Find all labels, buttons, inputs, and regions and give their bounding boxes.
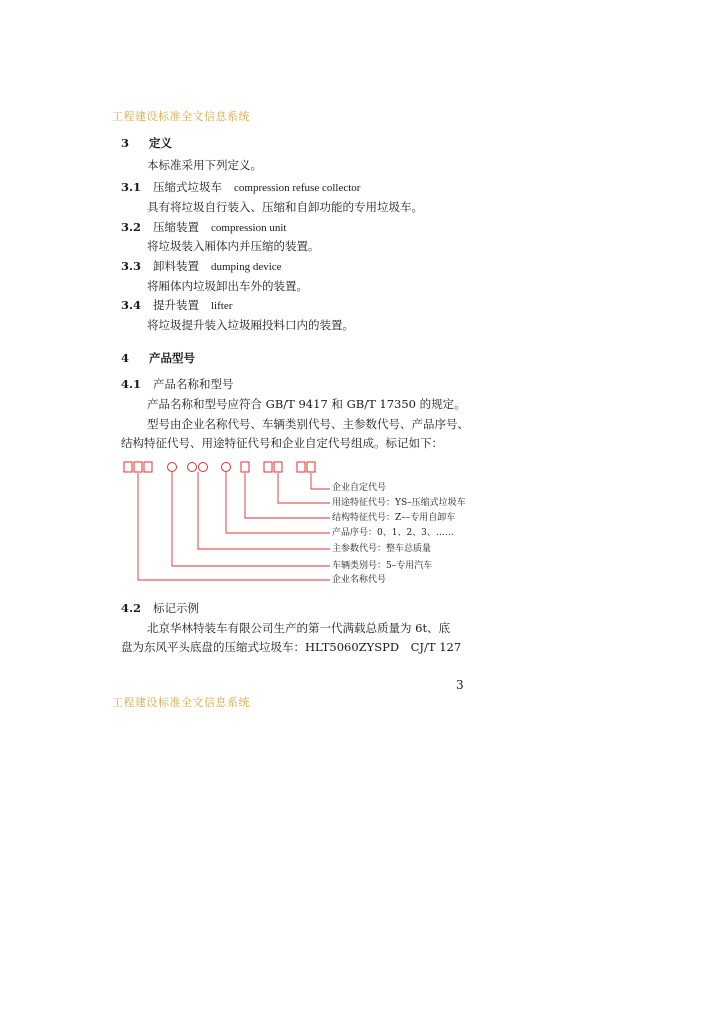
code-circle-2 — [188, 463, 197, 472]
watermark-bottom: 工程建设标准全文信息系统 — [112, 696, 250, 709]
leader-line-1 — [311, 473, 330, 489]
leader-line-6 — [172, 472, 330, 566]
subsection-4-1-title: 产品名称和型号 — [153, 377, 234, 391]
diagram-label-7: 企业名称代号 — [332, 575, 387, 585]
subsection-4-1-number: 4.1 — [121, 377, 142, 391]
code-box-4 — [241, 462, 249, 472]
term-3-4-definition: 将垃圾提升装入垃圾厢投料口内的装置。 — [147, 318, 354, 332]
diagram-label-4: 产品序号：0、1、2、3、…… — [332, 528, 454, 538]
subsection-4-2-line2: 盘为东风平头底盘的压缩式垃圾车：HLT5060ZYSPD CJ/T 127 — [121, 640, 462, 654]
term-3-2-number: 3.2 — [121, 220, 142, 234]
term-3-3-definition: 将厢体内垃圾卸出车外的装置。 — [147, 279, 308, 293]
subsection-4-1-para1: 产品名称和型号应符合 GB/T 9417 和 GB/T 17350 的规定。 — [147, 397, 466, 411]
term-3-2-english: compression unit — [211, 222, 287, 234]
section-3-intro: 本标准采用下列定义。 — [147, 158, 262, 172]
code-box-8 — [307, 462, 315, 472]
code-box-2 — [134, 462, 142, 472]
subsection-4-1-para2-line1: 型号由企业名称代号、车辆类别代号、主参数代号、产品序号、 — [147, 417, 469, 431]
leader-line-2 — [278, 473, 330, 503]
term-3-1-term: 压缩式垃圾车 — [153, 180, 222, 194]
code-box-7 — [297, 462, 305, 472]
term-3-1-english: compression refuse collector — [234, 182, 361, 194]
term-3-3-number: 3.3 — [121, 259, 142, 273]
code-circle-4 — [222, 463, 231, 472]
code-box-1 — [124, 462, 132, 472]
leader-line-5 — [198, 472, 330, 549]
leader-line-3 — [245, 473, 330, 518]
term-3-3-term: 卸料装置 — [153, 259, 199, 273]
code-circle-1 — [168, 463, 177, 472]
code-box-3 — [144, 462, 152, 472]
section-3-title: 定义 — [149, 136, 172, 150]
subsection-4-2-line1: 北京华林特装车有限公司生产的第一代满载总质量为 6t、底 — [147, 621, 451, 635]
term-3-1-definition: 具有将垃圾自行装入、压缩和自卸功能的专用垃圾车。 — [147, 200, 423, 214]
leader-line-7 — [138, 473, 330, 580]
diagram-label-6: 车辆类别号：5–专用汽车 — [332, 561, 433, 571]
term-3-1-number: 3.1 — [121, 180, 142, 194]
subsection-4-1-para2-line2: 结构特征代号、用途特征代号和企业自定代号组成。标记如下： — [121, 436, 443, 450]
diagram-label-1: 企业自定代号 — [332, 483, 387, 493]
section-4-title: 产品型号 — [149, 351, 195, 365]
watermark-top: 工程建设标准全文信息系统 — [112, 110, 250, 123]
term-3-2-term: 压缩装置 — [153, 220, 199, 234]
diagram-label-5: 主参数代号：整车总质量 — [332, 544, 432, 554]
code-circle-3 — [199, 463, 208, 472]
term-3-4-english: lifter — [211, 300, 233, 312]
diagram-label-2: 用途特征代号：YS–压缩式垃圾车 — [332, 498, 466, 508]
term-3-2-definition: 将垃圾装入厢体内并压缩的装置。 — [147, 239, 320, 253]
section-4-number: 4 — [121, 351, 130, 365]
term-3-4-term: 提升装置 — [153, 298, 199, 312]
code-box-5 — [264, 462, 272, 472]
subsection-4-2-heading — [121, 601, 199, 615]
term-3-3-english: dumping device — [211, 261, 282, 273]
code-box-6 — [274, 462, 282, 472]
term-3-4-number: 3.4 — [121, 298, 142, 312]
diagram-label-3: 结构特征代号：Z––专用自卸车 — [332, 513, 456, 523]
subsection-4-2-title: 标记示例 — [153, 601, 199, 615]
subsection-4-2-number: 4.2 — [121, 601, 142, 615]
page-number: 3 — [456, 678, 464, 692]
section-3-number: 3 — [121, 136, 130, 150]
